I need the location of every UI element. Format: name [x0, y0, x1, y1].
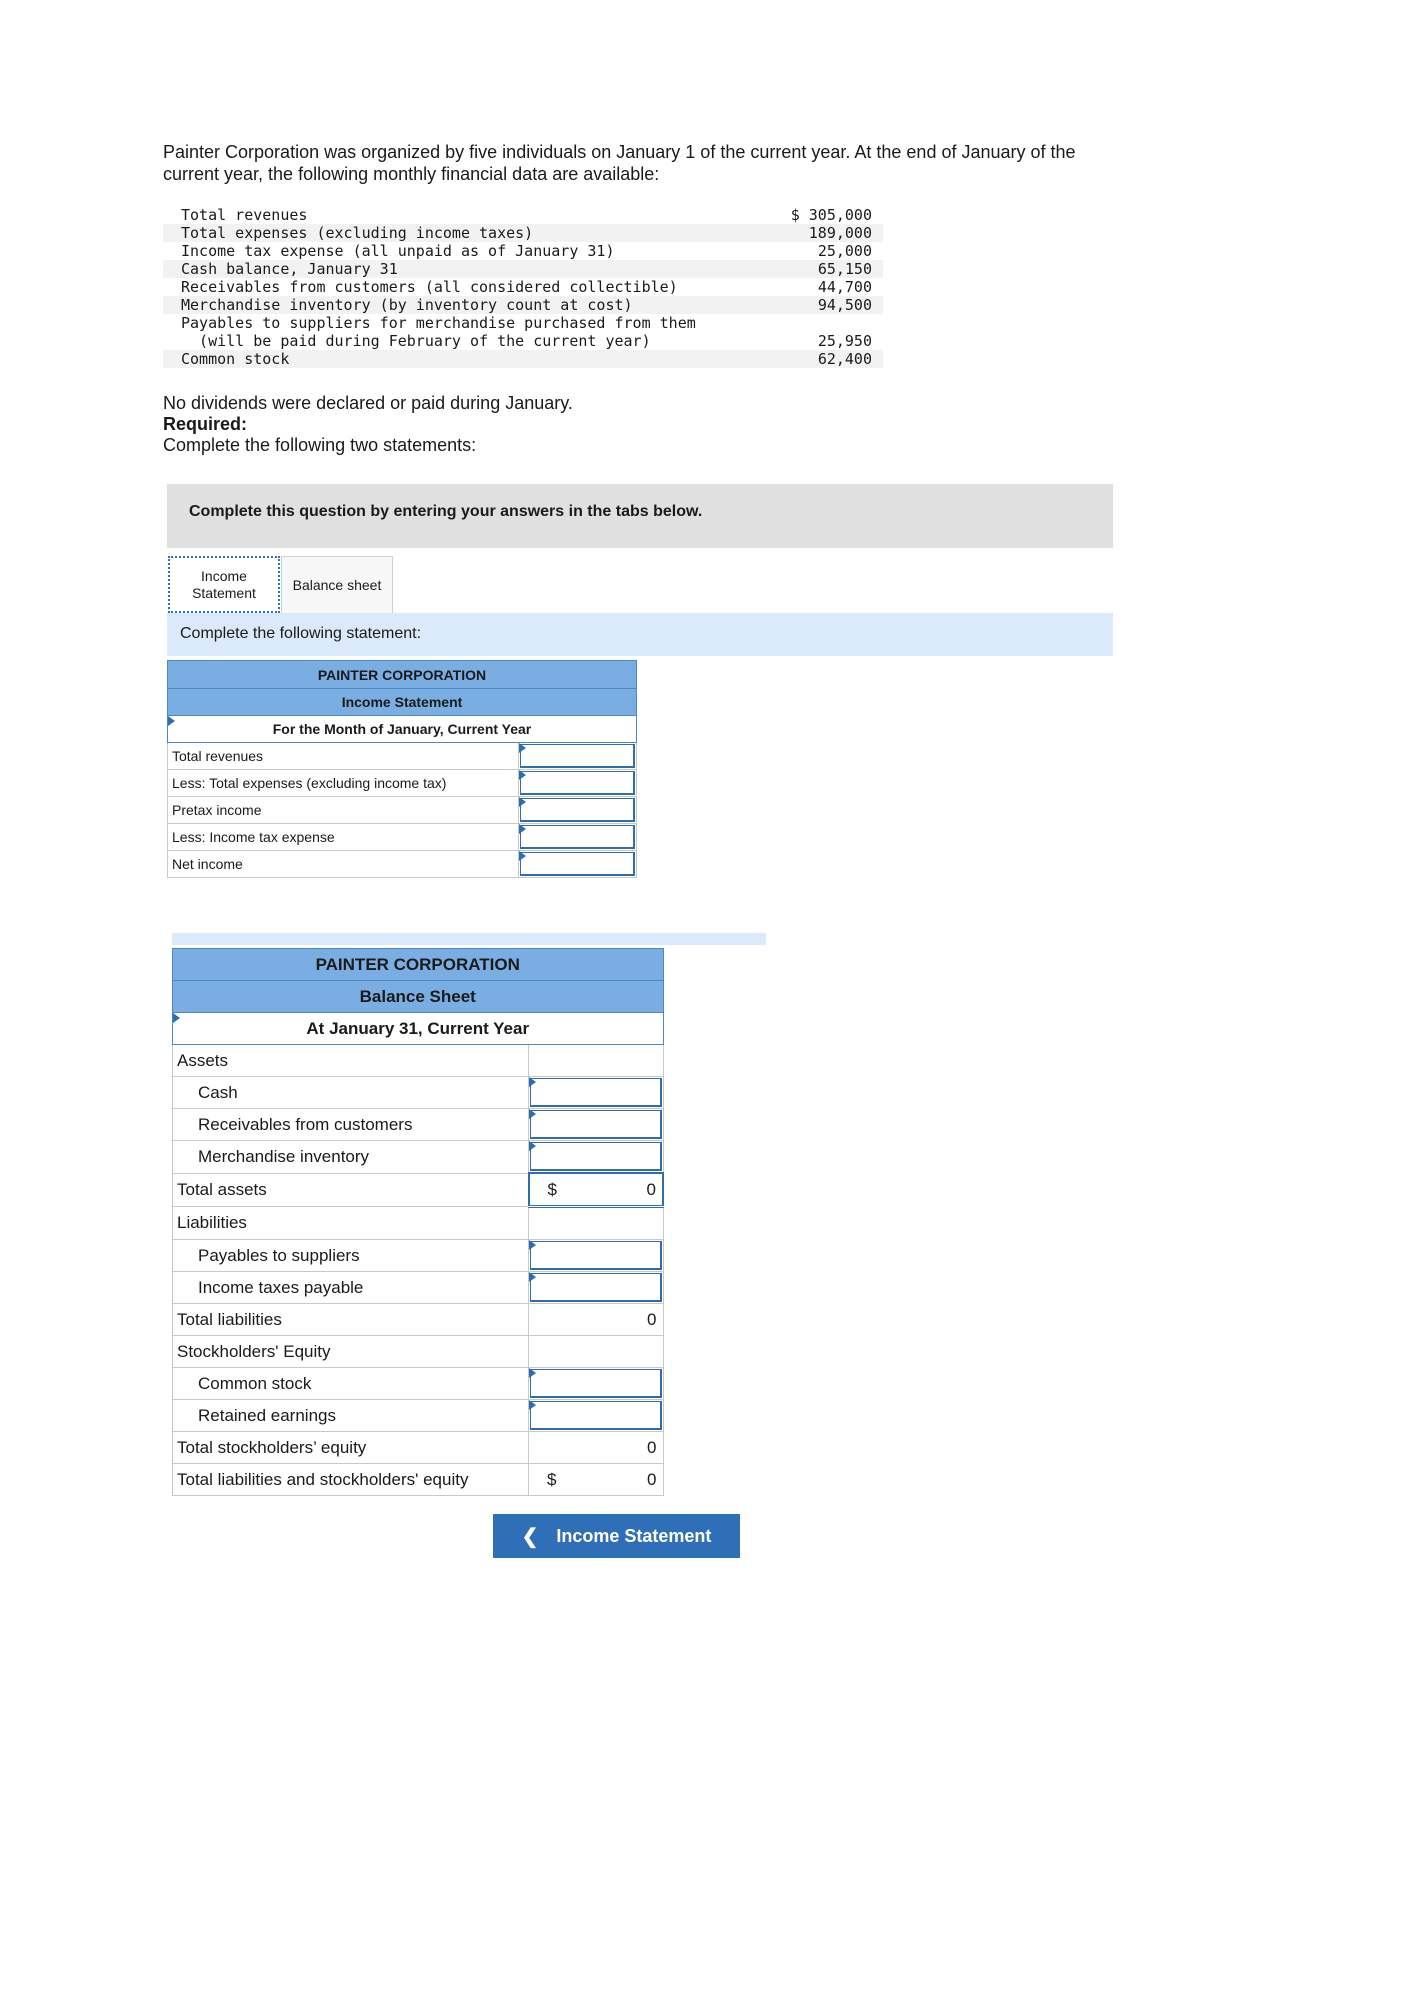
is-row-label: Total revenues	[168, 743, 519, 770]
inventory-input[interactable]	[529, 1141, 664, 1174]
is-company: PAINTER CORPORATION	[168, 661, 637, 689]
financial-row: Cash balance, January 31 65,150	[163, 260, 883, 278]
bs-equity-heading: Stockholders' Equity	[173, 1336, 529, 1368]
bs-title: Balance Sheet	[173, 981, 664, 1013]
dividends-note: No dividends were declared or paid during January.	[163, 393, 573, 413]
financial-row: Merchandise inventory (by inventory count at cost) 94,500	[163, 296, 883, 314]
financial-data-table	[163, 206, 883, 368]
financial-row: Total expenses (excluding income taxes) 189,000	[163, 224, 883, 242]
task-text: Complete the following two statements:	[163, 435, 477, 455]
income-taxes-payable-input[interactable]	[529, 1272, 664, 1304]
pretax-income-input[interactable]	[519, 797, 637, 824]
is-title: Income Statement	[168, 689, 637, 716]
payables-input[interactable]	[529, 1240, 664, 1272]
instruction-bar: Complete the following statement:	[167, 613, 1113, 656]
financial-row: Payables to suppliers for merchandise purchased from them	[163, 314, 883, 332]
bs-common-stock-label: Common stock	[173, 1368, 529, 1400]
income-tax-expense-input[interactable]	[519, 824, 637, 851]
bs-receivables-label: Receivables from customers	[173, 1109, 529, 1141]
financial-row: (will be paid during February of the current year) 25,950	[163, 332, 883, 350]
bs-retained-earnings-label: Retained earnings	[173, 1400, 529, 1432]
is-row-label: Less: Total expenses (excluding income tax)	[168, 770, 519, 797]
instructions-block	[163, 393, 573, 456]
problem-intro: Painter Corporation was organized by five individuals on January 1 of the current year. At the end of January of the current year, the following monthly financial data are available:	[163, 142, 1076, 184]
total-assets-value: $ 0	[529, 1173, 664, 1207]
bs-total-liab-equity-label: Total liabilities and stockholders' equity	[173, 1464, 529, 1496]
total-revenues-input[interactable]	[519, 743, 637, 770]
cash-input[interactable]	[529, 1077, 664, 1109]
bs-assets-heading: Assets	[173, 1045, 529, 1077]
is-row-label: Pretax income	[168, 797, 519, 824]
bs-company: PAINTER CORPORATION	[173, 949, 664, 981]
total-liab-equity-value: $ 0	[529, 1464, 664, 1496]
bs-period: At January 31, Current Year	[173, 1013, 664, 1045]
financial-row: Total revenues $ 305,000	[181, 206, 872, 224]
chevron-left-icon: ❮	[521, 1525, 539, 1548]
financial-row: Receivables from customers (all considered collectible) 44,700	[181, 278, 872, 296]
bs-liabilities-heading: Liabilities	[173, 1207, 529, 1240]
retained-earnings-input[interactable]	[529, 1400, 664, 1432]
bs-total-assets-label: Total assets	[173, 1173, 529, 1207]
financial-row: Income tax expense (all unpaid as of January 31) 25,000	[181, 242, 872, 260]
financial-row: Common stock 62,400	[163, 350, 883, 368]
total-equity-value: 0	[529, 1432, 664, 1464]
bs-cash-label: Cash	[173, 1077, 529, 1109]
tab-income-statement[interactable]: Income Statement	[168, 556, 280, 613]
prev-income-statement-button[interactable]: ❮ Income Statement	[493, 1514, 740, 1558]
is-period: For the Month of January, Current Year	[168, 716, 637, 743]
net-income-input[interactable]	[519, 851, 637, 878]
question-banner: Complete this question by entering your answers in the tabs below.	[167, 484, 1113, 548]
bs-inventory-label: Merchandise inventory	[173, 1141, 529, 1174]
section-divider	[172, 933, 766, 945]
receivables-input[interactable]	[529, 1109, 664, 1141]
total-expenses-input[interactable]	[519, 770, 637, 797]
bs-income-taxes-payable-label: Income taxes payable	[173, 1272, 529, 1304]
income-statement-table	[167, 660, 637, 878]
tab-balance-sheet[interactable]: Balance sheet	[281, 556, 393, 613]
bs-total-liabilities-label: Total liabilities	[173, 1304, 529, 1336]
is-row-label: Less: Income tax expense	[168, 824, 519, 851]
common-stock-input[interactable]	[529, 1368, 664, 1400]
is-row-label: Net income	[168, 851, 519, 878]
required-label: Required:	[163, 414, 248, 434]
total-liabilities-value: 0	[529, 1304, 664, 1336]
bs-payables-label: Payables to suppliers	[173, 1240, 529, 1272]
bs-total-equity-label: Total stockholders’ equity	[173, 1432, 529, 1464]
balance-sheet-table	[172, 948, 664, 1496]
